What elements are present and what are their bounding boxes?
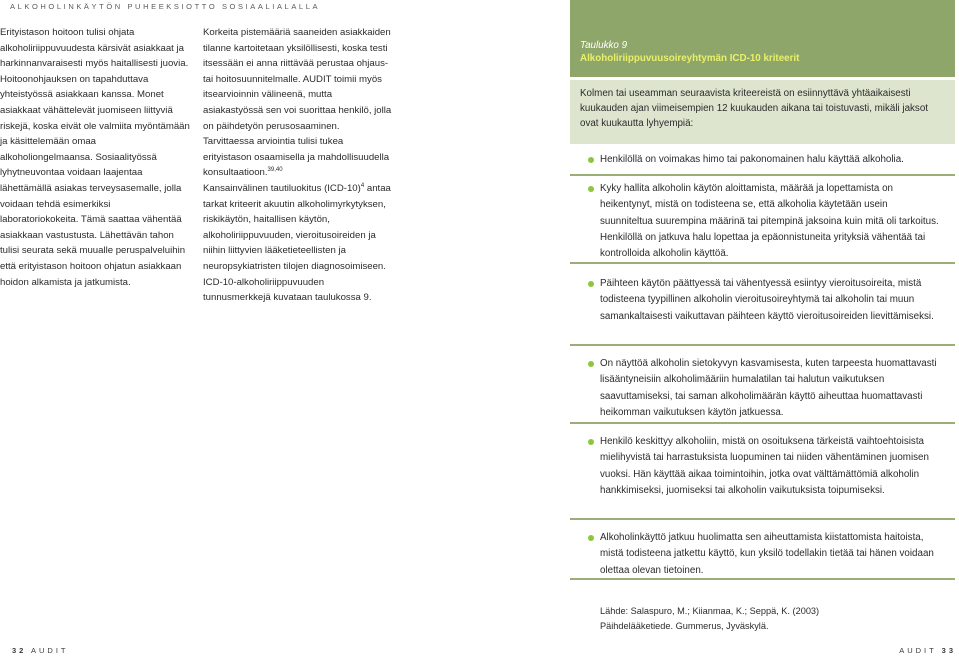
body-paragraph: Erityistason hoitoon tulisi ohjata alkoholiriippuvuudesta kärsivät asiakkaat ja harkinnanvaraisesti myös haitallisesti juovia. Hoitoonohjauksen on tapahduttava yhteistyössä asiakkaan kanssa. Monet asiakkaat vähättelevät juomiseen liittyviä riskejä, koska eivät ole valmiita myöntämään ja käsittelemään omaa alkoholiongelmaansa. Sosiaalityössä lyhytneuvontaa voidaan laajentaa lähettämällä asiakas terveysasemalle, jolla voidaan tehdä esimerkiksi laboratoriokokeita. Tämä saattaa vähentää asiakkaan vastustusta. Lähettävän tahon tulisi seurata sekä muualle peruspalveluihin että erityistason hoitoon ohjatun asiakkaan hoidon alkamista ja jatkumista. bbox=[0, 27, 190, 288]
para-text: Kansainvälinen tautiluokitus (ICD-10) bbox=[203, 182, 361, 194]
para-text: Korkeita pistemääriä saaneiden asiakkaiden tilanne kartoitetaan yksilöllisesti, koska testi itsessään ei anna riittävää perustaa ohjaus- tai hoitosuunnitelmalle. AUDIT toimii myös itsearvioinnin välineenä, mutta asiakastyössä sen voi suorittaa henkilö, jolla on päihdetyön perusosaaminen. Tarvittaessa arviointia tulisi tukea erityistason osaamisella ja mahdollisuudella konsultaatioon. bbox=[203, 27, 392, 179]
body-paragraph-icd bbox=[203, 181, 393, 306]
table-source bbox=[600, 604, 819, 634]
table-label: Taulukko 9 bbox=[580, 40, 628, 51]
page-footer-right bbox=[899, 646, 956, 655]
criterion-text: Kyky hallita alkoholin käytön aloittamista, määrää ja lopettamista on heikentynyt, mistä on todisteena se, että alkoholia käytetään usein suunniteltua suurempina määrinä tai pitempinä jaksoina kuin mitä oli tarkoitus. Henkilöllä on jatkuva halu lopettaa ja epäonnistuneita yrityksiä vähentää tai kontrolloida alkoholin käyttöä. bbox=[600, 183, 939, 260]
body-column-left bbox=[0, 25, 190, 290]
bullet-icon bbox=[588, 535, 594, 541]
criterion-item bbox=[570, 426, 955, 520]
table-intro: Kolmen tai useamman seuraavista kriteereistä on esiinnyttävä yhtäaikaisesti kuukauden ajan viimeisempien 12 kuukauden aikana tai toistuvasti, mikäli jaksot ovat kuukautta lyhyempiä: bbox=[570, 80, 955, 144]
para-text: antaa tarkat kriteerit akuutin alkoholimyrkytyksen, riskikäytön, haitallisen käytön, alkoholiriippuvuuden, vieroitusoireiden ja niihin liittyvien lääketieteellisten ja neuropsykiatristen tilojen diagnosoimiseen. ICD-10-alkoholiriippuvuuden tunnusmerkkejä kuvataan taulukossa 9. bbox=[203, 182, 391, 304]
criterion-item bbox=[570, 522, 955, 580]
bullet-icon bbox=[588, 439, 594, 445]
criterion-item bbox=[570, 348, 955, 424]
criterion-text: On näyttöä alkoholin sietokyvyn kasvamisesta, kuten tarpeesta huomattavasti lisääntyneisiin alkoholimääriin humalatilan tai halutun vaikutuksen saavuttamiseksi, tai saman alkoholimäärän käyttö aiheuttaa huomattavasti heikomman vaikutuksen käytön jatkuessa. bbox=[600, 358, 937, 418]
criteria-table bbox=[570, 0, 955, 580]
criterion-text: Henkilöllä on voimakas himo tai pakonomainen halu käyttää alkoholia. bbox=[600, 154, 904, 165]
criterion-text: Päihteen käytön päättyessä tai vähentyessä esiintyy vieroitusoireita, mistä todisteena tyypillinen alkoholin vieroitusoireyhtymä tai alkoholin tai muun samankaltaisesti vaikuttavan päihteen käyttö vieroitusoireiden lievittämiseksi. bbox=[600, 278, 934, 322]
table-header bbox=[570, 0, 955, 77]
criterion-text: Henkilö keskittyy alkoholiin, mistä on osoituksena tärkeistä vaihtoehtoisista mielihyvistä tai harrastuksista luopuminen tai niiden vähentäminen juomisen vuoksi. Hän käyttää aikaa toimintoihin, jotka ovat välttämättömiä alkoholin hankkimiseksi, juomiseksi tai alkoholin vaikutuksista toipumiseksi. bbox=[600, 436, 929, 496]
page-footer-left bbox=[12, 646, 69, 655]
criterion-text: Alkoholinkäyttö jatkuu huolimatta sen aiheuttamista kiistattomista haitoista, mistä todisteena jatkettu käyttö, kun yksilö todellakin tietää tai hänen voidaan olettaa olevan tietoinen. bbox=[600, 532, 934, 576]
criterion-item bbox=[570, 266, 955, 346]
page-number: 33 bbox=[941, 646, 956, 655]
bullet-icon bbox=[588, 361, 594, 367]
bullet-icon bbox=[588, 157, 594, 163]
footer-label: AUDIT bbox=[899, 646, 937, 655]
source-line: Lähde: Salaspuro, M.; Kiianmaa, K.; Seppä, K. (2003) bbox=[600, 606, 820, 616]
criterion-item bbox=[570, 178, 955, 264]
page-number: 32 bbox=[12, 646, 27, 655]
running-head-left: ALKOHOLINKÄYTÖN PUHEEKSIOTTO SOSIAALIALALLA bbox=[10, 2, 321, 11]
reference-superscript: 39,40 bbox=[267, 167, 283, 174]
body-paragraph-audit bbox=[203, 25, 393, 181]
bullet-icon bbox=[588, 186, 594, 192]
reference-superscript: 4 bbox=[360, 182, 365, 189]
criterion-item bbox=[570, 146, 955, 176]
table-title: Alkoholiriippuvuusoireyhtymän ICD-10 kriteerit bbox=[580, 53, 800, 64]
footer-label: AUDIT bbox=[31, 646, 69, 655]
source-line: Päihdelääketiede. Gummerus, Jyväskylä. bbox=[600, 621, 769, 631]
body-column-middle bbox=[203, 25, 393, 306]
bullet-icon bbox=[588, 281, 594, 287]
